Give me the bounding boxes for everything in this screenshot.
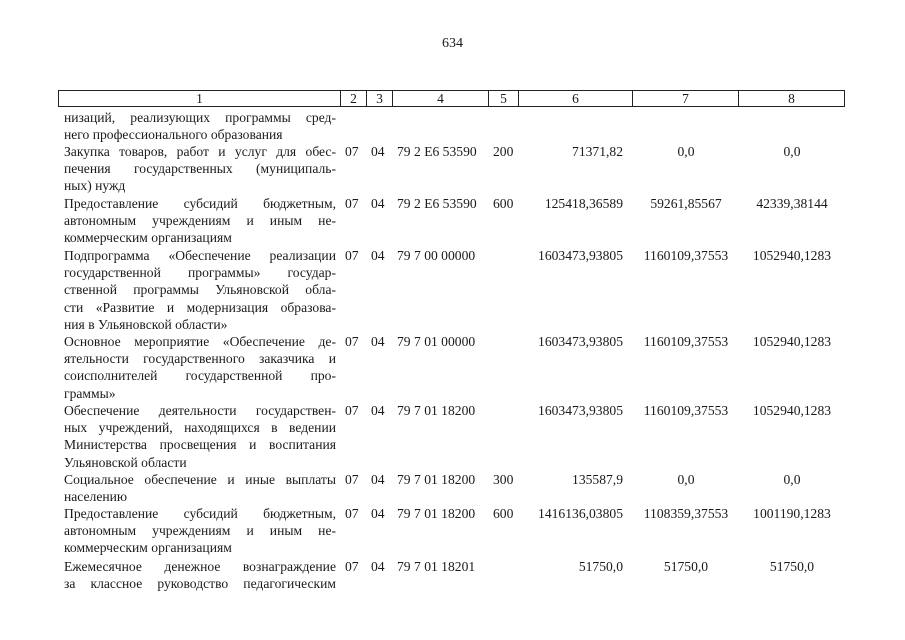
target-item-code: 79 7 01 18200 (397, 472, 476, 487)
subsection-code: 04 (371, 559, 385, 574)
description-line: за классное руководство педагогическим (64, 576, 336, 592)
amount-col-8: 1052940,1283 (752, 334, 832, 349)
row-description (64, 471, 336, 505)
amount-col-8: 0,0 (783, 472, 801, 487)
target-item-code: 79 2 Е6 53590 (397, 196, 477, 211)
description-line: Обеспечение деятельности государствен- (64, 403, 336, 418)
amount-col-8: 1052940,1283 (752, 403, 832, 418)
header-cell-5: 5 (489, 91, 519, 106)
amount-col-6: 135587,9 (572, 472, 623, 487)
description-line: ятельности государственного заказчика и (64, 351, 336, 367)
row-description (64, 109, 336, 143)
description-line: граммы» (64, 385, 116, 401)
section-code: 07 (345, 334, 359, 349)
subsection-code: 04 (371, 334, 385, 349)
row-description (64, 195, 336, 247)
description-line: Ульяновской области (64, 454, 187, 470)
section-code: 07 (345, 144, 359, 159)
section-code: 07 (345, 196, 359, 211)
amount-col-6: 1603473,93805 (538, 403, 623, 418)
amount-col-6: 1603473,93805 (538, 248, 623, 263)
header-cell-4: 4 (393, 91, 489, 106)
amount-col-6: 51750,0 (578, 559, 623, 574)
description-line: ния в Ульяновской области» (64, 316, 228, 332)
amount-col-8: 0,0 (783, 144, 801, 159)
amount-col-7: 59261,85567 (650, 196, 722, 211)
section-code: 07 (345, 472, 359, 487)
subsection-code: 04 (371, 403, 385, 418)
subsection-code: 04 (371, 196, 385, 211)
description-line: Ежемесячное денежное вознаграждение (64, 559, 336, 574)
description-line: соисполнителей государственной про- (64, 368, 336, 384)
description-line: коммерческим организациям (64, 230, 232, 246)
amount-col-6: 1416136,03805 (538, 506, 623, 521)
target-item-code: 79 7 01 00000 (397, 334, 476, 349)
target-item-code: 79 7 01 18200 (397, 403, 476, 418)
description-line: Социальное обеспечение и иные выплаты (64, 472, 336, 487)
section-code: 07 (345, 248, 359, 263)
amount-col-7: 1108359,37553 (643, 506, 729, 521)
row-description (64, 333, 336, 402)
row-description (64, 558, 336, 592)
description-line: ственной программы Ульяновской обла- (64, 282, 336, 298)
description-line: ных учреждений, находящихся в ведении (64, 420, 336, 436)
target-item-code: 79 7 00 00000 (397, 248, 476, 263)
amount-col-8: 1001190,1283 (753, 506, 831, 521)
expense-type-code: 200 (493, 144, 514, 159)
amount-col-7: 0,0 (677, 144, 695, 159)
target-item-code: 79 7 01 18201 (397, 559, 476, 574)
target-item-code: 79 2 Е6 53590 (397, 144, 477, 159)
amount-col-7: 51750,0 (663, 559, 709, 574)
header-cell-6: 6 (519, 91, 633, 106)
amount-col-6: 71371,82 (572, 144, 623, 159)
table-header-row (58, 90, 845, 107)
subsection-code: 04 (371, 506, 385, 521)
description-line: Закупка товаров, работ и услуг для обес- (64, 144, 336, 159)
target-item-code: 79 7 01 18200 (397, 506, 476, 521)
amount-col-7: 1160109,37553 (643, 334, 729, 349)
row-description (64, 247, 336, 333)
header-cell-1: 1 (59, 91, 341, 106)
row-description (64, 402, 336, 471)
description-line: него профессионального образования (64, 127, 283, 143)
expense-type-code: 600 (493, 196, 514, 211)
description-line: печения государственных (муниципаль- (64, 161, 336, 177)
section-code: 07 (345, 403, 359, 418)
description-line: населению (64, 489, 128, 505)
header-cell-3: 3 (367, 91, 393, 106)
section-code: 07 (345, 506, 359, 521)
description-line: Основное мероприятие «Обеспечение де- (64, 334, 336, 349)
row-description (64, 505, 336, 557)
section-code: 07 (345, 559, 359, 574)
description-line: ных) нужд (64, 178, 126, 194)
header-cell-2: 2 (341, 91, 367, 106)
description-line: автономным учреждениям и иным не- (64, 523, 336, 539)
amount-col-6: 1603473,93805 (538, 334, 623, 349)
description-line: Подпрограмма «Обеспечение реализации (64, 248, 336, 263)
page-number: 634 (442, 36, 463, 51)
header-cell-7: 7 (633, 91, 739, 106)
amount-col-6: 125418,36589 (544, 196, 623, 211)
header-cell-8: 8 (788, 91, 795, 106)
amount-col-8: 1052940,1283 (752, 248, 832, 263)
amount-col-8: 51750,0 (769, 559, 815, 574)
description-line: Предоставление субсидий бюджетным, (64, 196, 336, 211)
amount-col-7: 1160109,37553 (643, 248, 729, 263)
subsection-code: 04 (371, 144, 385, 159)
description-line: низаций, реализующих программы сред- (64, 110, 336, 125)
amount-col-7: 1160109,37553 (643, 403, 729, 418)
row-description (64, 143, 336, 195)
description-line: Министерства просвещения и воспитания (64, 437, 336, 453)
subsection-code: 04 (371, 248, 385, 263)
amount-col-7: 0,0 (677, 472, 695, 487)
description-line: автономным учреждениям и иным не- (64, 213, 336, 229)
description-line: коммерческим организациям (64, 540, 232, 556)
expense-type-code: 300 (493, 472, 514, 487)
description-line: Предоставление субсидий бюджетным, (64, 506, 336, 521)
expense-type-code: 600 (493, 506, 514, 521)
amount-col-8: 42339,38144 (756, 196, 828, 211)
description-line: государственной программы» государ- (64, 265, 336, 281)
description-line: сти «Развитие и модернизация образова- (64, 299, 336, 315)
subsection-code: 04 (371, 472, 385, 487)
